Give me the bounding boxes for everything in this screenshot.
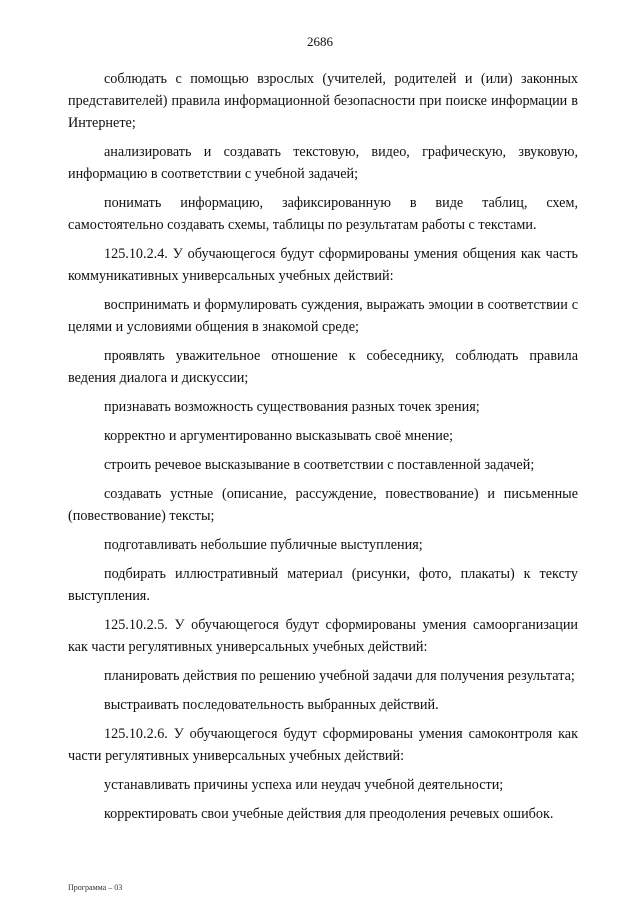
paragraph: устанавливать причины успеха или неудач учебной деятельности; <box>104 777 504 793</box>
paragraph: проявлять уважительное отношение к собеседнику, соблюдать правила ведения диалога и дискуссии; <box>68 348 578 386</box>
document-body <box>68 68 578 832</box>
page-number: 2686 <box>307 34 333 49</box>
paragraph: строить речевое высказывание в соответствии с поставленной задачей; <box>104 457 535 473</box>
paragraph: 125.10.2.4. У обучающегося будут сформированы умения общения как часть коммуникативных универсальных учебных действий: <box>68 246 578 284</box>
document-footer: Программа – 03 <box>68 883 123 892</box>
paragraph: подбирать иллюстративный материал (рисунки, фото, плакаты) к тексту выступления. <box>68 566 578 604</box>
paragraph: 125.10.2.5. У обучающегося будут сформированы умения самоорганизации как части регулятивных универсальных учебных действий: <box>68 617 578 655</box>
paragraph: 125.10.2.6. У обучающегося будут сформированы умения самоконтроля как части регулятивных универсальных учебных действий: <box>68 726 578 764</box>
paragraph: выстраивать последовательность выбранных действий. <box>104 697 439 713</box>
paragraph: воспринимать и формулировать суждения, выражать эмоции в соответствии с целями и условиями общения в знакомой среде; <box>68 297 578 335</box>
paragraph: корректно и аргументированно высказывать своё мнение; <box>104 428 454 444</box>
paragraph: соблюдать с помощью взрослых (учителей, родителей и (или) законных представителей) правила информационной безопасности при поиске информации в Интернете; <box>68 71 578 131</box>
paragraph: понимать информацию, зафиксированную в виде таблиц, схем, самостоятельно создавать схемы, таблицы по результатам работы с текстами. <box>68 195 578 233</box>
paragraph: признавать возможность существования разных точек зрения; <box>104 399 480 415</box>
paragraph: подготавливать небольшие публичные выступления; <box>104 537 423 553</box>
paragraph: анализировать и создавать текстовую, видео, графическую, звуковую, информацию в соответствии с учебной задачей; <box>68 144 578 182</box>
paragraph: корректировать свои учебные действия для преодоления речевых ошибок. <box>104 806 554 822</box>
paragraph: планировать действия по решению учебной задачи для получения результата; <box>104 668 575 684</box>
paragraph: создавать устные (описание, рассуждение, повествование) и письменные (повествование) тексты; <box>68 486 578 524</box>
